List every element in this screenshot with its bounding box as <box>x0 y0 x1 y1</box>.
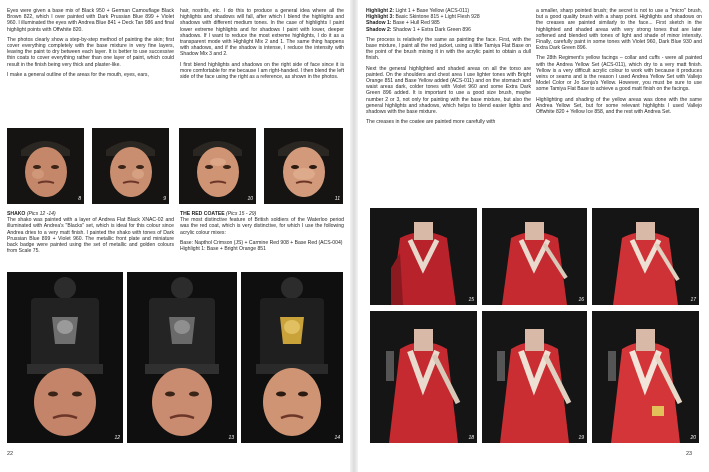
mix-text: Light 1 + Base Yellow (ACS-011) <box>395 8 470 14</box>
photo-number: 14 <box>334 435 340 441</box>
coatee-section <box>180 211 344 256</box>
photo-number: 10 <box>247 196 253 202</box>
shako-section <box>7 211 174 258</box>
photo-number: 13 <box>228 435 234 441</box>
left-col2-intro <box>180 8 344 84</box>
right-col1-text <box>366 8 531 129</box>
right-col2-text <box>536 8 702 119</box>
paragraph: a smaller, sharp pointed brush; the secret is not to use a "micro" brush, but a good quality brush with a sharp point. Highlights and shadows on the creases are painted similarly to the face... First sketch in the highlighted and shaded areas with very strong tones that are later softened and blended with tones of light and shade of minor intensity. Finally, carefully paint in some tones with Violet 960, Dark Blue 930 and Extra Dark Green 896. <box>536 8 702 52</box>
coatee-text: The most distinctive feature of British soldiers of the Waterloo period was the red coat, which is very distinctive, for which I use the following acrylic colour mixes: <box>180 217 344 236</box>
left-page <box>0 0 350 472</box>
right-page <box>358 0 709 472</box>
photo-shako-13 <box>127 272 237 443</box>
photo-number: 20 <box>690 435 696 441</box>
coatee-heading: THE RED COATEE <box>180 211 225 217</box>
paragraph: I make a general outline of the areas for the mouth, eyes, ears, <box>7 71 149 78</box>
photo-number: 17 <box>690 297 696 303</box>
paragraph: hair, nostrils, etc. I do this to produce a general idea where all the highlights and shadows will fall, after which I blend the highlights and shadows with different medium tones. In the case of highlights I paint lower extreme highlights and for shadows I paint with lower, deeper shadows. If I want to reduce the most extreme highlights, I do it as a transparent mode with Highlight Mix 2 and 1. The same thing happens with shadows, and if the shadow is intense, I reduce the intensity with Shadow Mix 3 and 2. <box>180 8 344 58</box>
shako-text: The shako was painted with a layer of Andrea Flat Black XNAC-02 and illuminated with Andrea's "Blacks" set, which is ideal for this colour since Andrea dries to a very matt finish. I painted the shako with tones of Dark Prussian Blue 899 + Violet 960. The metallic front plate and miniature back badge were painted using the set of metallic and golden colours from Scale 75. <box>7 217 174 255</box>
paragraph: The creases in the coatee are painted more carefully with <box>366 119 496 126</box>
photo-face-11 <box>264 128 343 204</box>
photo-face-8 <box>7 128 84 204</box>
highlight-1: Highlight 1: Base + Bright Orange 851 <box>180 246 266 253</box>
photo-face-9 <box>92 128 169 204</box>
mix-label: Highlight 2: <box>366 8 395 14</box>
photo-number: 8 <box>78 196 81 202</box>
photo-number: 19 <box>578 435 584 441</box>
paragraph: Next the general highlighted and shaded areas on all the torso are painted. On the shoulders and chest area I use lighter tones with Bright Orange 851 and Base Yellow added (ACS-011) and on the stomach and waist areas dark, colder tones with Violet 960 and some Extra Dark Green 896 added. It is important to use a good size brush, maybe number 2 or 3, not only for painting with the base mixture, but also the general highlights and shadows, which helps to blend easier lights and shadows with the base mixture. <box>366 65 531 116</box>
mix-text: Basic Skintone 815 + Light Flesh 928 <box>395 14 480 21</box>
mix-label: Highlight 3: <box>366 14 395 21</box>
paragraph: Eyes were given a base mix of Black 950 + German Camouflage Black Brown 822, which I over painted with Dark Prussian Blue 899 + Violet 960. I illuminated the eyes with Andrea Blue 841 + Deck Tan 986 and final highlight points with Offwhite 820. <box>7 8 174 33</box>
mix-label: Shadow 1: <box>366 20 392 27</box>
paragraph: Highlighting and shading of the yellow areas was done with the same Andrea Yellow Set, but for some relevant highlights I used Vallejo Offwhite 820 + Yellow Ice 858, and the rest with Andrea Set. <box>536 96 702 116</box>
paragraph: The 28th Regiment's yellow facings – collar and cuffs - were all painted with the Andrea Yellow Set (ACS-011), which dry to a very matt finish. Yellow is a very difficult acrylic colour to work with because it produces veins or seams and is the reason I used Andrea Yellow Set with Vallejo Model Color or Jo Sonja's Yellow. However, you must be sure to use some Tamiya Flat Base to achieve a good matt finish on the facings. <box>536 55 702 93</box>
photo-coat-15 <box>370 208 477 305</box>
photo-coat-16 <box>482 208 587 305</box>
shako-heading: SHAKO <box>7 211 26 217</box>
photo-number: 16 <box>578 297 584 303</box>
photo-face-10 <box>179 128 256 204</box>
shako-pics-ref: (Pics 12 -14) <box>26 211 56 217</box>
paragraph: The process is relatively the same as painting the face. First, with the base mixture, I paint all the red jacket, using a little Tamiya Flat Base on the point of the brush mixing it in with the acrylic paint to obtain a dull finish. <box>366 36 531 62</box>
left-col1-intro <box>7 8 174 82</box>
mix-text: Base + Hull Red 985 <box>392 20 440 27</box>
photo-shako-12 <box>7 272 123 443</box>
page-number-left: 22 <box>7 451 14 457</box>
photo-coat-19 <box>482 311 587 443</box>
photo-number: 11 <box>334 196 340 202</box>
photo-coat-20 <box>592 311 699 443</box>
photo-number: 15 <box>468 297 474 303</box>
base-mix: Base: Napthol Crimson (JS) + Carmine Red 908 + Base Red (ACS-004) <box>180 239 343 246</box>
page-number-right: 23 <box>686 451 693 457</box>
paragraph: The photos clearly show a step-by-step method of painting the skin; first cover everything completely with the base mixture in very fine layers, leaving the paint to dry between each layer. It is better to use successive thin coats to cover everything rather than one layer of paint, which could result in the finish being very thick and plaster-like. <box>7 36 174 68</box>
coatee-pics-ref: (Pics 15 - 29) <box>226 211 257 217</box>
photo-number: 12 <box>114 435 120 441</box>
mix-label: Shadow 2: <box>366 26 392 33</box>
spread-gutter <box>350 0 358 472</box>
photo-shako-14 <box>241 272 343 443</box>
photo-number: 18 <box>468 435 474 441</box>
photo-coat-18 <box>370 311 477 443</box>
paragraph: I first blend highlights and shadows on the right side of face since it is more comfortable for me because I am right-handed. I then blend the left side of the face using the right as a reference, as shown in the photos. <box>180 61 344 81</box>
photo-coat-17 <box>592 208 699 305</box>
photo-number: 9 <box>163 196 166 202</box>
mix-text: Shadow 1 + Extra Dark Green 896 <box>392 26 471 33</box>
